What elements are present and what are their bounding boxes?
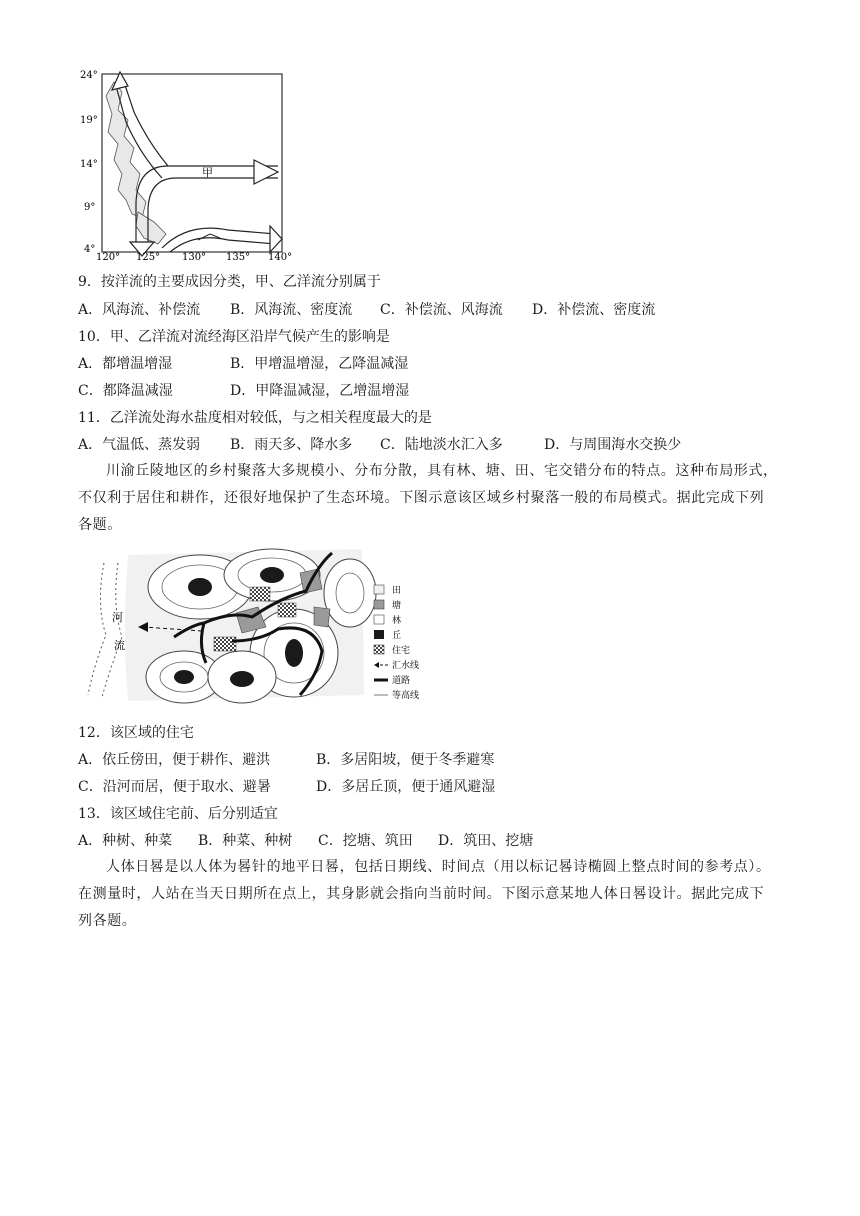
q13-option-c[interactable]: C．挖塘、筑田: [318, 833, 413, 849]
lat-label: 4°: [84, 244, 96, 255]
current-jia-label: 甲: [202, 166, 213, 179]
q11-options: [78, 435, 681, 455]
lat-label: 9°: [84, 202, 96, 213]
legend-forest: 林: [392, 616, 402, 626]
q12-option-a[interactable]: A．依丘傍田，便于耕作、避洪: [78, 752, 271, 768]
q10-stem: 10．甲、乙洋流对流经海区沿岸气候产生的影响是: [78, 329, 390, 345]
lon-label: 130°: [182, 252, 207, 260]
q9-stem: 9．按洋流的主要成因分类，甲、乙洋流分别属于: [78, 274, 381, 290]
q13-option-d[interactable]: D．筑田、挖塘: [438, 833, 534, 849]
legend-hill: 丘: [392, 631, 402, 641]
q13-stem: 13．该区域住宅前、后分别适宜: [78, 806, 278, 822]
q10-option-b[interactable]: B．甲增温增湿，乙降温减湿: [230, 356, 409, 372]
legend-pond: 塘: [392, 601, 402, 611]
q10-option-a[interactable]: A．都增温增湿: [78, 356, 173, 372]
lon-label: 135°: [226, 252, 251, 260]
q11-option-d[interactable]: D．与周围海水交换少: [544, 437, 682, 453]
q9-option-d[interactable]: D．补偿流、密度流: [532, 302, 656, 318]
passage-settlement: 川渝丘陵地区的乡村聚落大多规模小、分布分散，具有林、塘、田、宅交错分布的特点。这种布局形式，不仅利于居住和耕作，还很好地保护了生态环境。下图示意该区域乡村聚落一般的布局模式。据此完成下列各题。: [78, 463, 778, 533]
lat-label: 24°: [80, 70, 98, 81]
q11-stem: 11．乙洋流处海水盐度相对较低，与之相关程度最大的是: [78, 410, 432, 426]
lat-label: 14°: [80, 159, 98, 170]
q13-option-a[interactable]: A．种树、种菜: [78, 833, 173, 849]
legend-road: 道路: [392, 676, 411, 686]
q12-options-row1: [78, 750, 494, 770]
q12-options-row2: [78, 777, 495, 797]
lon-label: 125°: [136, 252, 161, 260]
q10-option-c[interactable]: C．都降温减湿: [78, 383, 173, 399]
legend-contour: 等高线: [392, 691, 420, 701]
river-label: 河: [112, 611, 123, 624]
lon-label: 120°: [96, 252, 121, 260]
q9-options: [78, 300, 655, 320]
ocean-current-map: [78, 62, 300, 260]
lat-label: 19°: [80, 115, 98, 126]
q9-option-a[interactable]: A．风海流、补偿流: [78, 302, 201, 318]
legend-drainage: 汇水线: [392, 661, 420, 671]
q12-option-c[interactable]: C．沿河而居，便于取水、避暑: [78, 779, 271, 795]
lon-label: 140°: [268, 252, 293, 260]
legend-house: 住宅: [392, 646, 411, 656]
legend-field: 田: [392, 586, 402, 596]
river-label: 流: [114, 639, 125, 652]
q12-stem: 12．该区域的住宅: [78, 725, 194, 741]
q12-option-b[interactable]: B．多居阳坡，便于冬季避寒: [316, 752, 495, 768]
q9-option-b[interactable]: B．风海流、密度流: [230, 302, 353, 318]
q12-option-d[interactable]: D．多居丘顶，便于通风避湿: [316, 779, 496, 795]
q11-option-c[interactable]: C．陆地淡水汇入多: [380, 437, 503, 453]
q13-option-b[interactable]: B．种菜、种树: [198, 833, 293, 849]
q11-option-b[interactable]: B．雨天多、降水多: [230, 437, 353, 453]
settlement-layout-diagram: [82, 545, 442, 715]
q10-options-row1: [78, 354, 408, 374]
passage-sundial: 人体日晷是以人体为晷针的地平日晷，包括日期线、时间点（用以标记晷诗椭圆上整点时间的参考点）。在测量时，人站在当天日期所在点上，其身影就会指向当前时间。下图示意某地人体日晷设计。据此完成下列各题。: [78, 859, 771, 929]
q13-options: [78, 831, 533, 851]
q9-option-c[interactable]: C．补偿流、风海流: [380, 302, 503, 318]
q10-options-row2: [78, 381, 409, 401]
q11-option-a[interactable]: A．气温低、蒸发弱: [78, 437, 201, 453]
q10-option-d[interactable]: D．甲降温减湿，乙增温增湿: [230, 383, 410, 399]
